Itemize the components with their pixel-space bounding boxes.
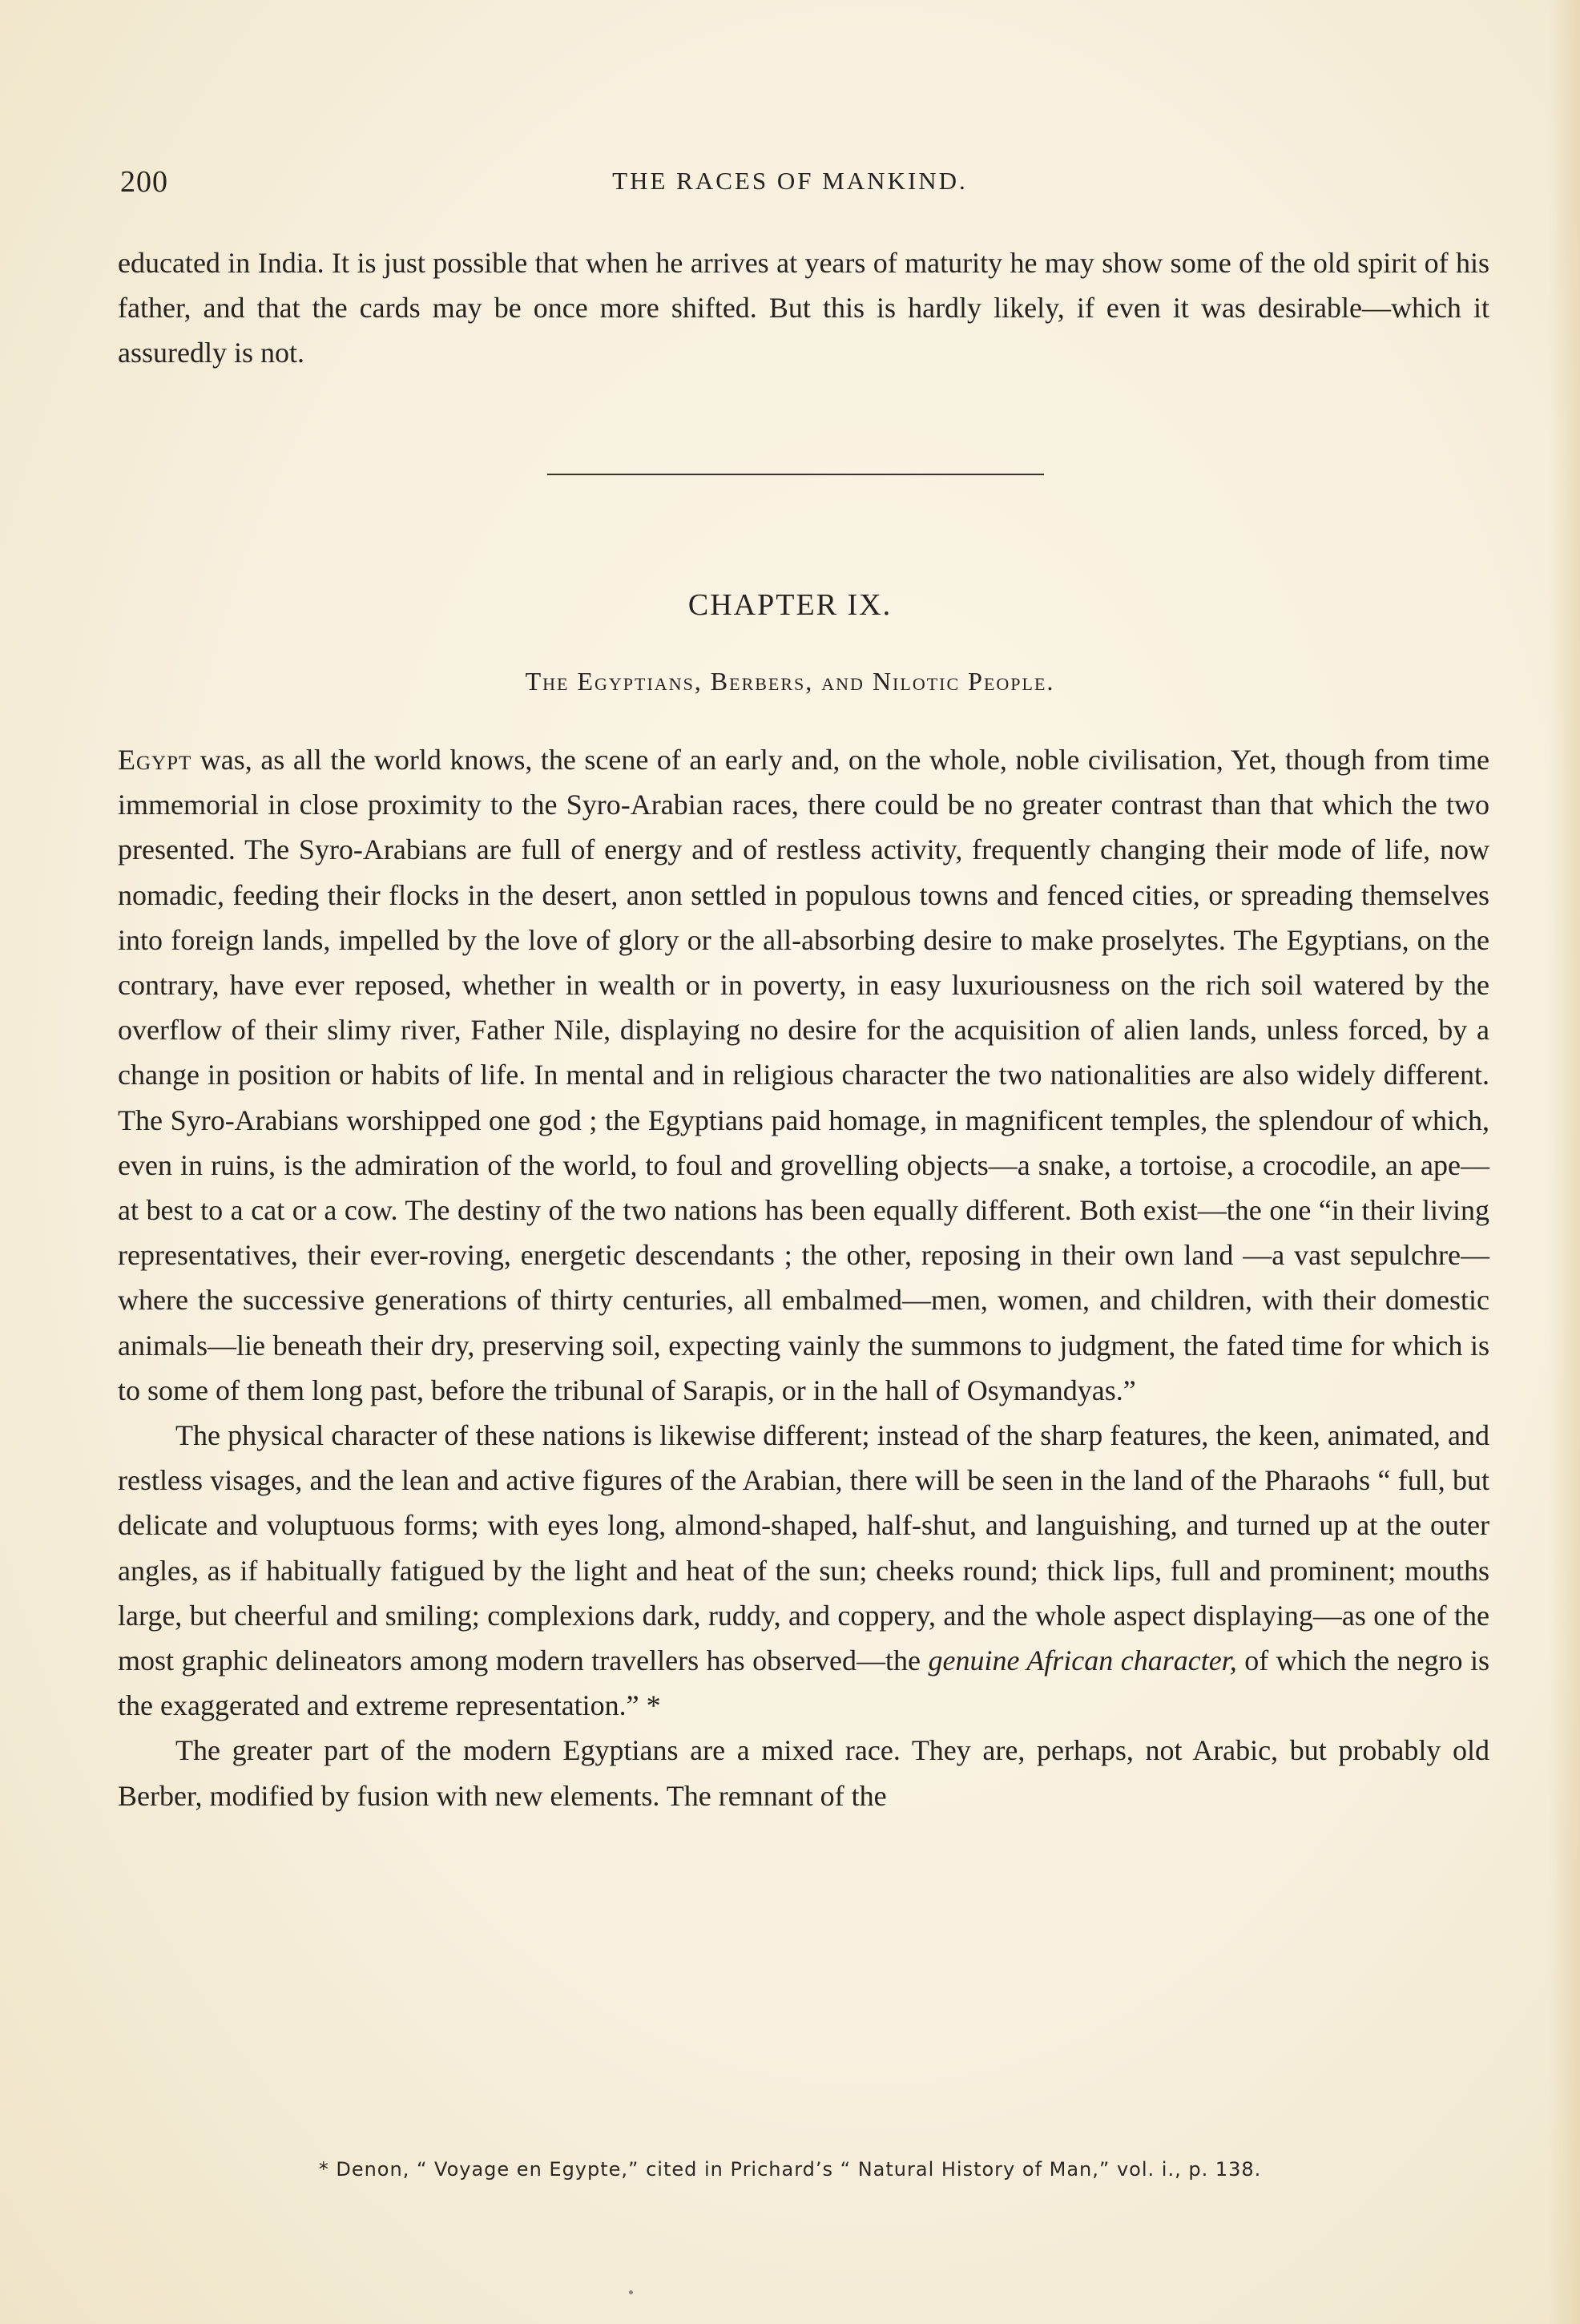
page-edge-shading <box>1548 0 1580 2324</box>
paragraph-1 <box>118 737 1489 1413</box>
chapter-body <box>118 737 1489 1818</box>
paragraph-2 <box>118 1413 1489 1728</box>
running-head: THE RACES OF MANKIND. <box>612 167 968 195</box>
paragraph-2-text-before: The physical character of these nations is likewise different; instead of the sharp features, the keen, animated, and restless visages, and the lean and active figures of the Arabian, there will be seen in the land of the Pharaohs “ full, but delicate and voluptuous forms; with eyes long, almond-shaped, half-shut, and languishing, and turned up at the outer angles, as if habitually fatigued by the light and heat of the sun; cheeks round; thick lips, full and prominent; mouths large, but cheerful and smiling; complexions dark, ruddy, and coppery, and the whole aspect displaying—as one of the most graphic delineators among modern travellers has observed—the <box>118 1419 1489 1677</box>
intro-paragraph: educated in India. It is just possible that when he arrives at years of maturity he may show some of the old spirit of his father, and that the cards may be once more shifted. But this is hardly likely, if even it was desirable—which it assuredly is not. <box>118 247 1489 369</box>
intro-text-block <box>118 240 1489 376</box>
paragraph-2-text-after: of which the negro is the exaggerated and extreme representation.” * <box>118 1644 1490 1722</box>
chapter-title: CHAPTER IX. <box>687 588 893 622</box>
paragraph-1-lead-word: Egypt <box>118 744 192 776</box>
paper-speck <box>629 2290 633 2294</box>
chapter-subtitle: The Egyptians, Berbers, and Nilotic People. <box>525 667 1055 696</box>
paragraph-3: The greater part of the modern Egyptians are a mixed race. They are, perhaps, not Arabic, but probably old Berber, modified by fusion with new elements. The remnant of the <box>118 1734 1489 1812</box>
paragraph-2-italic-phrase: genuine African character, <box>928 1644 1237 1677</box>
footnote: * Denon, “ Voyage en Egypte,” cited in Prichard’s “ Natural History of Man,” vol. i., p. 138. <box>318 2158 1262 2181</box>
page-number: 200 <box>120 165 168 199</box>
section-divider <box>547 474 1044 475</box>
paragraph-1-text: was, as all the world knows, the scene of an early and, on the whole, noble civilisation, Yet, though from time immemorial in close proximity to the Syro-Arabian races, there could be no greater contrast than that which the two presented. The Syro-Arabians are full of energy and of restless activity, frequently changing their mode of life, now nomadic, feeding their flocks in the desert, anon settled in populous towns and fenced cities, or spreading themselves into foreign lands, impelled by the love of glory or the all-absorbing desire to make proselytes. The Egyptians, on the contrary, have ever reposed, whether in wealth or in poverty, in easy luxuriousness on the rich soil watered by the overflow of their slimy river, Father Nile, displaying no desire for the acquisition of alien lands, unless forced, by a change in position or habits of life. In mental and in religious character the two nationalities are also widely different. The Syro-Arabians worshipped one god ; the Egyptians paid homage, in magnificent temples, the splendour of which, even in ruins, is the admiration of the world, to foul and grovelling objects—a snake, a tortoise, a crocodile, an ape—at best to a cat or a cow. The destiny of the two nations has been equally different. Both exist—the one “in their living representatives, their ever-roving, energetic descendants ; the other, reposing in their own land —a vast sepulchre—where the successive generations of thirty centuries, all embalmed—men, women, and children, with their domestic animals—lie beneath their dry, preserving soil, expecting vainly the summons to judgment, the fated time for which is to some of them long past, before the tribunal of Sarapis, or in the hall of Osymandyas.” <box>118 744 1489 1406</box>
